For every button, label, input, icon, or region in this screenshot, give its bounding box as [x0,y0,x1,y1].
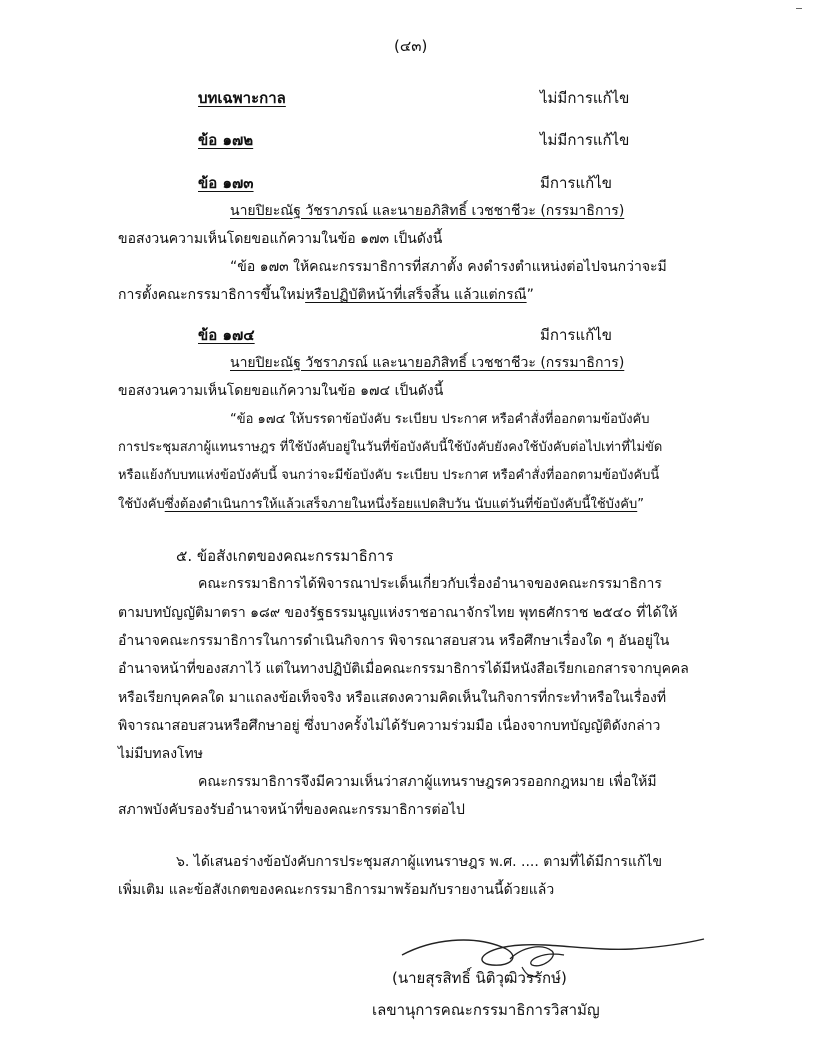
transitory-status: ไม่มีการแก้ไข [540,89,630,107]
clause173-text-close-quote: ” [526,287,534,303]
clause172-title: ข้อ ๑๗๒ [198,131,254,149]
clause174-text-plain: ใช้บังคับ [118,497,165,512]
signatory-name: (นายสุรสิทธิ์ นิติวุฒิวรรักษ์) [392,969,567,987]
signatory-position: เลขานุการคณะกรรมาธิการวิสามัญ [372,1001,600,1019]
clause174-text-amended: ซึ่งต้องดำเนินการให้แล้วเสร็จภายในหนึ่งร้อยแปดสิบวัน นับแต่วันที่ข้อบังคับนี้ใช้บังคับ [164,497,638,512]
clause173-text-amended: หรือปฏิบัติหน้าที่เสร็จสิ้น แล้วแต่กรณี [305,287,527,303]
clause174-reservation: ขอสงวนความเห็นโดยขอแก้ความในข้อ ๑๗๔ เป็นดังนี้ [118,383,444,399]
clause174-text-line2: การประชุมสภาผู้แทนราษฎร ที่ใช้บังคับอยู่ในวันที่ข้อบังคับนี้ใช้บังคับยังคงใช้บังคับต่อไปเท่าที่ไม่ขัด [118,440,663,455]
scan-mark [796,8,802,9]
item6-line: เพิ่มเติม และข้อสังเกตของคณะกรรมาธิการมาพร้อมกับรายงานนี้ด้วยแล้ว [118,882,555,898]
clause172-status: ไม่มีการแก้ไข [540,131,630,149]
observations-para1-line: คณะกรรมาธิการได้พิจารณาประเด็นเกี่ยวกับเรื่องอำนาจของคณะกรรมาธิการ [198,576,662,592]
clause173-text-line1: “ข้อ ๑๗๓ ให้คณะกรรมาธิการที่สภาตั้ง คงดำรงตำแหน่งต่อไปจนกว่าจะมี [230,259,667,275]
item6-line: ๖. ได้เสนอร่างข้อบังคับการประชุมสภาผู้แทนราษฎร พ.ศ. .... ตามที่ได้มีการแก้ไข [176,854,663,870]
clause173-reservation: ขอสงวนความเห็นโดยขอแก้ความในข้อ ๑๗๓ เป็นดังนี้ [118,231,443,247]
observations-para1-line: ตามบทบัญญัติมาตรา ๑๘๙ ของรัฐธรรมนูญแห่งราชอาณาจักรไทย พุทธศักราช ๒๕๔๐ ที่ได้ให้ [118,605,678,621]
clause174-title: ข้อ ๑๗๔ [198,326,255,344]
observations-para2-line: คณะกรรมาธิการจึงมีความเห็นว่าสภาผู้แทนราษฎรควรออกกฎหมาย เพื่อให้มี [198,774,657,790]
clause173-text-line2 [118,285,534,305]
clause174-text-line4 [118,495,644,515]
clause174-text-line3: หรือแย้งกับบทแห่งข้อบังคับนี้ จนกว่าจะมีข้อบังคับ ระเบียบ ประกาศ หรือคำสั่งที่ออกตามข้อบังคับนี้ [118,468,660,483]
clause173-text-plain: การตั้งคณะกรรมาธิการขึ้นใหม่ [118,287,306,303]
clause174-text-line1: “ข้อ ๑๗๔ ให้บรรดาข้อบังคับ ระเบียบ ประกาศ หรือคำสั่งที่ออกตามข้อบังคับ [230,412,650,427]
observations-para1-line: อำนาจหน้าที่ของสภาไว้ แต่ในทางปฏิบัติเมื่อคณะกรรมาธิการได้มีหนังสือเรียกเอกสารจากบุคคล [118,661,689,677]
page-number: (๔๓) [394,37,428,55]
observations-para1-line: ไม่มีบทลงโทษ [118,746,204,762]
clause173-proposer: นายปิยะณัฐ วัชราภรณ์ และนายอภิสิทธิ์ เวชชาชีวะ (กรรมาธิการ) [230,203,625,219]
observations-heading: ๕. ข้อสังเกตของคณะกรรมาธิการ [176,547,394,565]
clause174-text-close-quote: ” [637,497,644,512]
observations-para2-line: สภาพบังคับรองรับอำนาจหน้าที่ของคณะกรรมาธิการต่อไป [118,802,465,818]
clause174-proposer: นายปิยะณัฐ วัชราภรณ์ และนายอภิสิทธิ์ เวชชาชีวะ (กรรมาธิการ) [230,355,625,371]
observations-para1-line: พิจารณาสอบสวนหรือศึกษาอยู่ ซึ่งบางครั้งไม่ได้รับความร่วมมือ เนื่องจากบทบัญญัติดังกล่าว [118,718,661,734]
clause173-status: มีการแก้ไข [540,174,612,192]
transitory-title: บทเฉพาะกาล [198,89,286,107]
clause173-title: ข้อ ๑๗๓ [198,174,254,192]
clause174-status: มีการแก้ไข [540,326,612,344]
observations-para1-line: หรือเรียกบุคคลใด มาแถลงข้อเท็จจริง หรือแสดงความคิดเห็นในกิจการที่กระทำหรือในเรื่องที่ [118,690,667,706]
observations-para1-line: อำนาจคณะกรรมาธิการในการดำเนินกิจการ พิจารณาสอบสวน หรือศึกษาเรื่องใด ๆ อันอยู่ใน [118,633,670,649]
